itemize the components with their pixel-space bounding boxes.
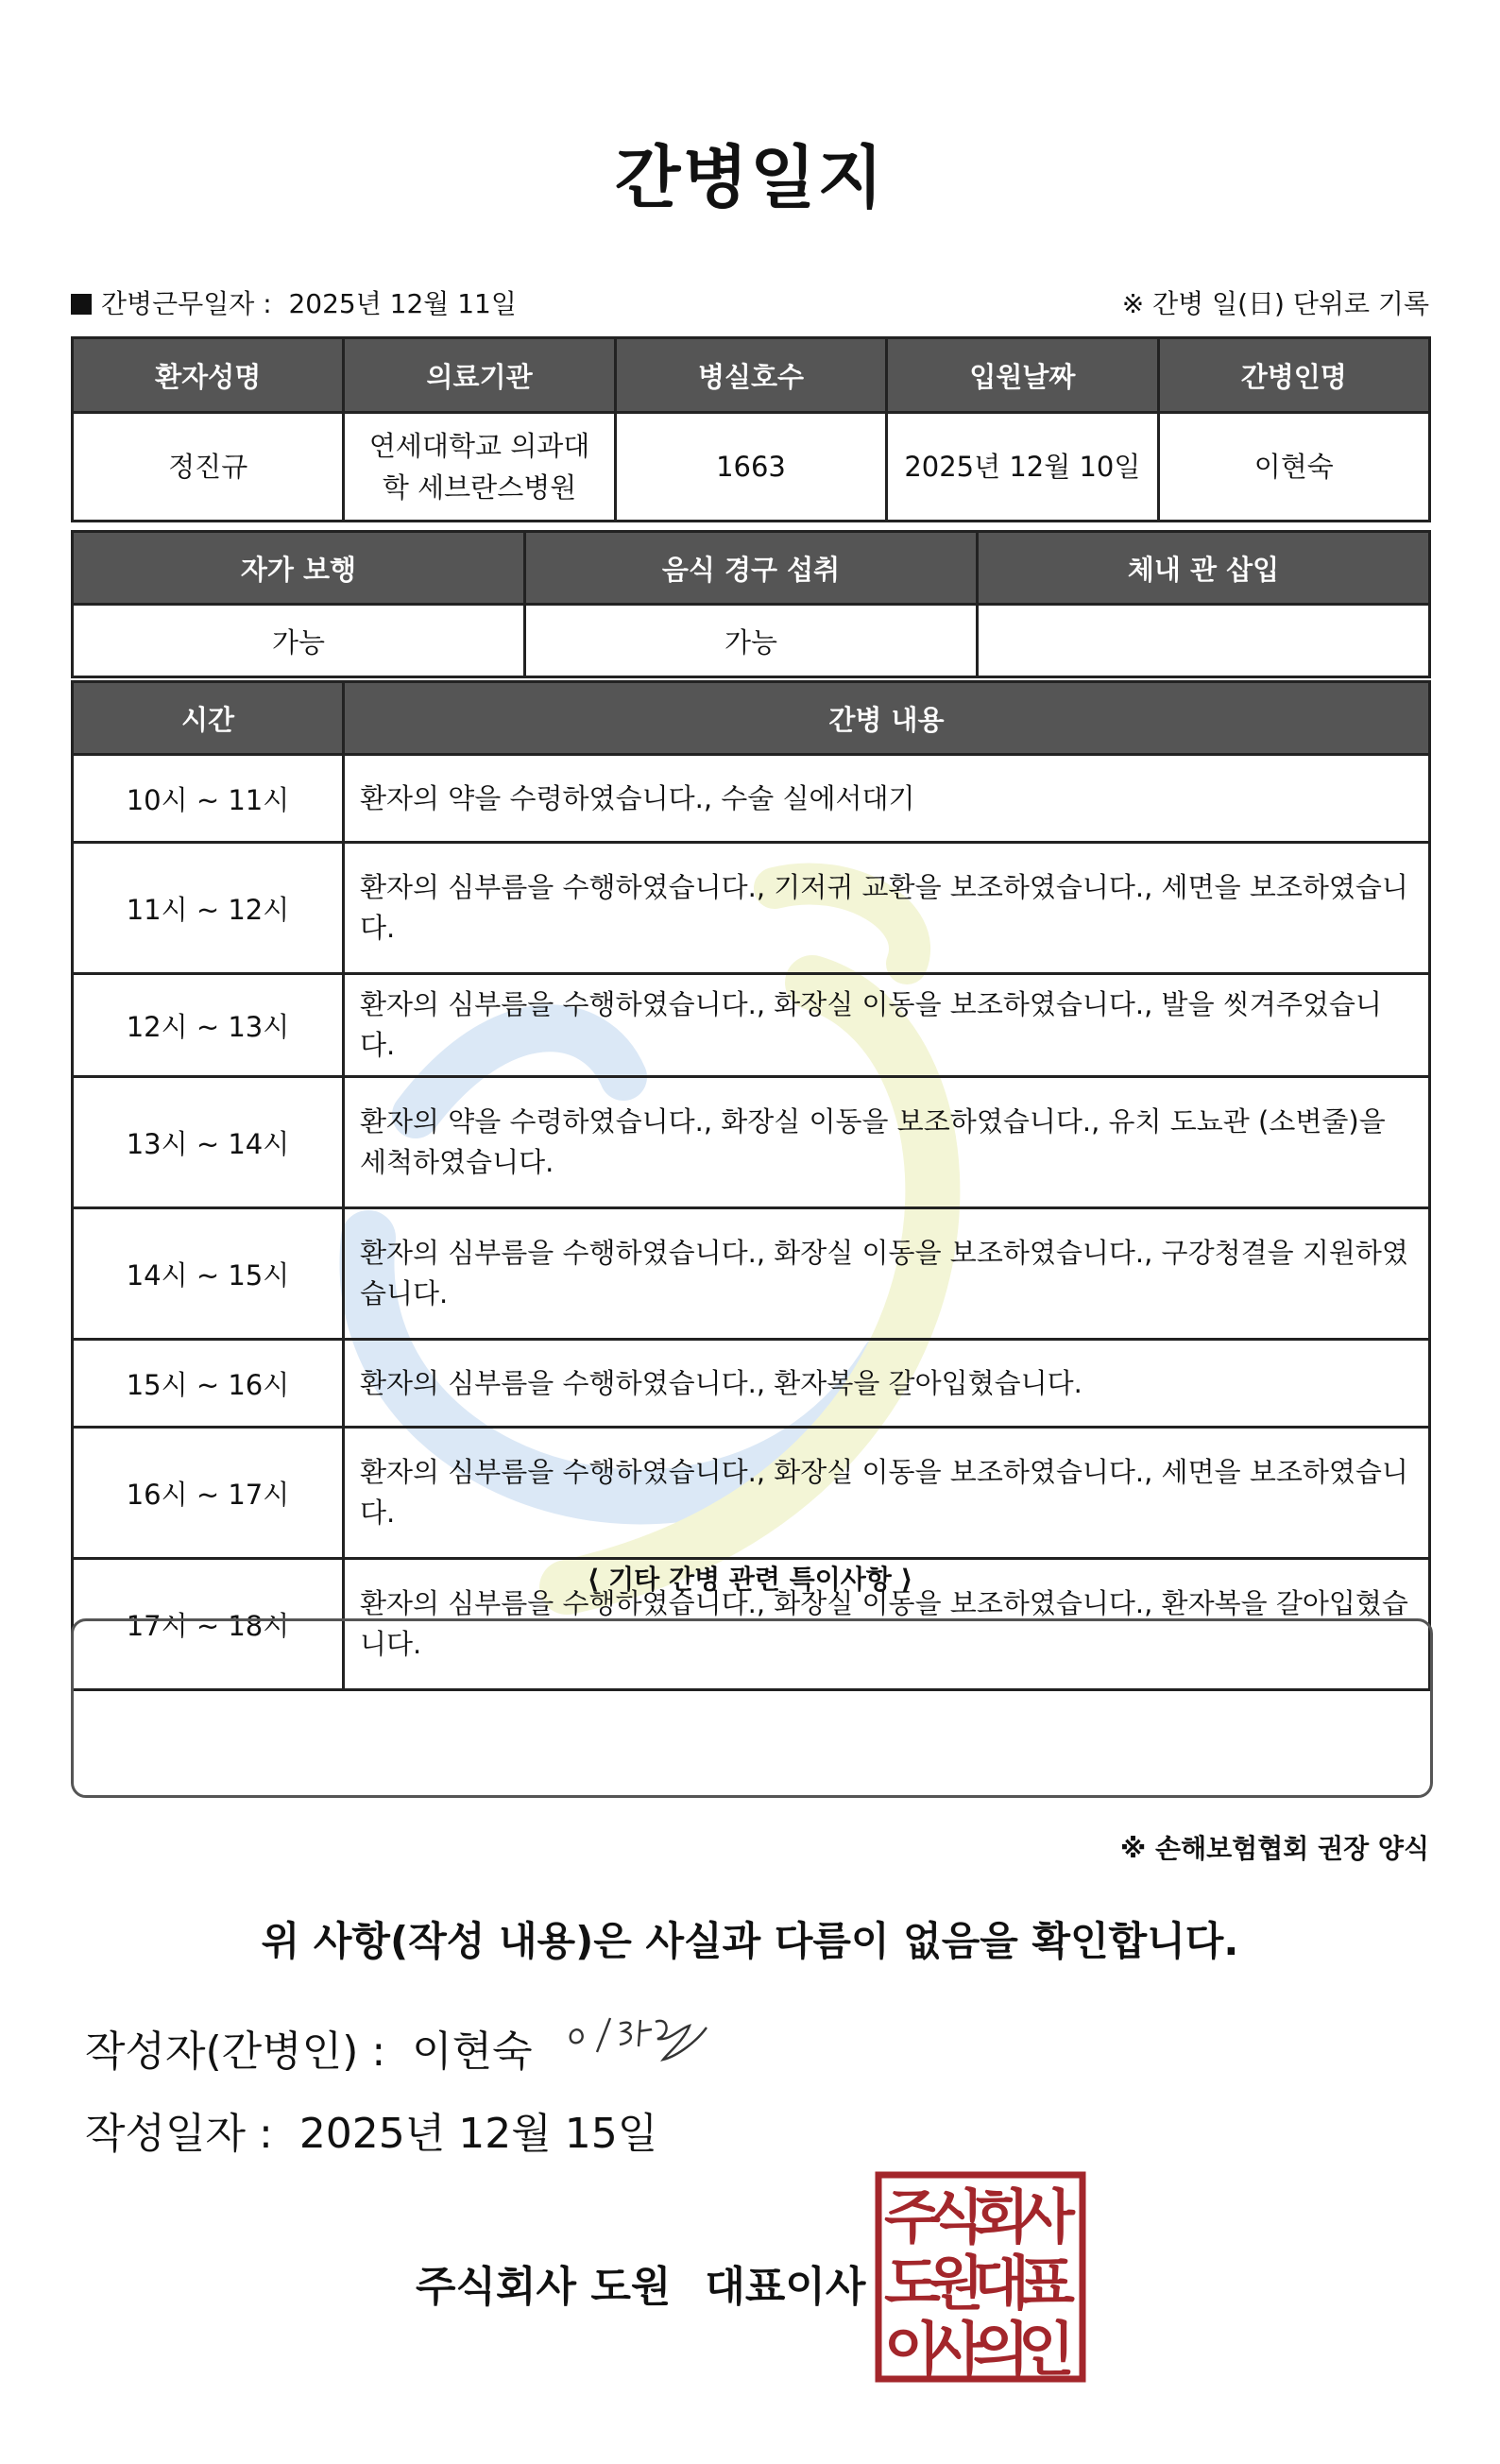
header-room-number: 병실호수 — [615, 338, 886, 413]
patient-status-table — [71, 530, 1431, 678]
writer-name: 이현숙 — [412, 2028, 533, 2076]
header-patient-name: 환자성명 — [73, 338, 344, 413]
oral-intake-value: 가능 — [525, 605, 978, 677]
care-log-table — [71, 680, 1431, 1691]
unit-note: ※ 간병 일(日) 단위로 기록 — [1121, 288, 1429, 319]
work-date-label: 간병근무일자 : — [101, 288, 272, 319]
special-notes-box — [71, 1618, 1433, 1798]
seal-glyph: 주 — [884, 2182, 941, 2251]
recommend-note: ※ 손해보험협회 권장 양식 — [1120, 1833, 1429, 1864]
seal-glyph: 이 — [884, 2315, 941, 2383]
hospital-name: 연세대학교 의과대학 세브란스병원 — [344, 413, 615, 522]
seal-glyph: 대 — [973, 2249, 1030, 2318]
admission-date: 2025년 12월 10일 — [887, 413, 1158, 522]
log-header-row — [73, 682, 1430, 755]
log-content: 환자의 심부름을 수행하였습니다., 화장실 이동을 보조하였습니다., 구강청결을 지원하였습니다. — [344, 1208, 1430, 1340]
company-seal-stamp — [875, 2171, 1086, 2383]
company-name: 주식회사 도원 — [416, 2263, 672, 2311]
table-row — [73, 1077, 1430, 1208]
patient-name: 정진규 — [73, 413, 344, 522]
table-row — [73, 1428, 1430, 1559]
company-role: 대표이사 — [705, 2263, 866, 2311]
log-content: 환자의 심부름을 수행하였습니다., 화장실 이동을 보조하였습니다., 발을 씻겨주었습니다. — [344, 974, 1430, 1077]
patient-value-row — [73, 413, 1430, 522]
black-square-icon — [71, 294, 92, 315]
log-content: 환자의 약을 수령하였습니다., 수술 실에서대기 — [344, 755, 1430, 843]
table-row — [73, 1340, 1430, 1428]
header-self-walking: 자가 보행 — [73, 532, 525, 605]
log-content: 환자의 심부름을 수행하였습니다., 화장실 이동을 보조하였습니다., 세면을 보조하였습니다. — [344, 1428, 1430, 1559]
status-value-row — [73, 605, 1430, 677]
table-row — [73, 843, 1430, 974]
header-oral-intake: 음식 경구 섭취 — [525, 532, 978, 605]
table-row — [73, 974, 1430, 1077]
handwritten-signature — [565, 2003, 716, 2079]
document-title: 간병일지 — [614, 138, 886, 217]
confirm-statement: 위 사항(작성 내용)은 사실과 다름이 없음을 확인합니다. — [261, 1918, 1239, 1964]
tube-insertion-value — [978, 605, 1430, 677]
header-hospital: 의료기관 — [344, 338, 615, 413]
header-tube-insertion: 체내 관 삽입 — [978, 532, 1430, 605]
company-line — [416, 2252, 899, 2313]
seal-glyph: 원 — [928, 2249, 984, 2318]
room-number: 1663 — [615, 413, 886, 522]
seal-glyph: 도 — [884, 2249, 941, 2318]
self-walking-value: 가능 — [73, 605, 525, 677]
status-header-row — [73, 532, 1430, 605]
special-notes-label: ⟨ 기타 간병 관련 특이사항 ⟩ — [587, 1564, 913, 1595]
log-time: 12시 ~ 13시 — [73, 974, 344, 1077]
seal-glyph: 표 — [1018, 2249, 1075, 2318]
table-row — [73, 755, 1430, 843]
log-time: 11시 ~ 12시 — [73, 843, 344, 974]
header-time: 시간 — [73, 682, 344, 755]
header-caregiver-name: 간병인명 — [1158, 338, 1429, 413]
date-label: 작성일자 : — [85, 2110, 273, 2158]
seal-glyph: 의 — [973, 2315, 1030, 2383]
work-date-line — [71, 283, 517, 321]
log-time: 17시 ~ 18시 — [73, 1559, 344, 1690]
seal-glyph: 사 — [1018, 2182, 1075, 2251]
seal-glyph: 식 — [928, 2182, 984, 2251]
caregiver-name: 이현숙 — [1158, 413, 1429, 522]
log-time: 13시 ~ 14시 — [73, 1077, 344, 1208]
table-row — [73, 1208, 1430, 1340]
log-time: 16시 ~ 17시 — [73, 1428, 344, 1559]
seal-glyph: 회 — [973, 2182, 1030, 2251]
patient-info-table — [71, 336, 1431, 522]
header-care-content: 간병 내용 — [344, 682, 1430, 755]
writer-label: 작성자(간병인) : — [85, 2028, 386, 2076]
log-time: 14시 ~ 15시 — [73, 1208, 344, 1340]
log-time: 10시 ~ 11시 — [73, 755, 344, 843]
work-date-value: 2025년 12월 11일 — [288, 288, 517, 319]
writer-line — [85, 2017, 533, 2078]
header-admission-date: 입원날짜 — [887, 338, 1158, 413]
patient-header-row — [73, 338, 1430, 413]
seal-glyph: 사 — [928, 2315, 984, 2383]
log-content: 환자의 심부름을 수행하였습니다., 화장실 이동을 보조하였습니다., 환자복을 갈아입혔습니다. — [344, 1559, 1430, 1690]
log-content: 환자의 심부름을 수행하였습니다., 기저귀 교환을 보조하였습니다., 세면을 보조하였습니다. — [344, 843, 1430, 974]
log-content: 환자의 약을 수령하였습니다., 화장실 이동을 보조하였습니다., 유치 도뇨관 (소변줄)을 세척하였습니다. — [344, 1077, 1430, 1208]
log-content: 환자의 심부름을 수행하였습니다., 환자복을 갈아입혔습니다. — [344, 1340, 1430, 1428]
date-value: 2025년 12월 15일 — [298, 2110, 658, 2158]
seal-glyph: 인 — [1018, 2315, 1075, 2383]
date-line — [85, 2099, 657, 2160]
log-time: 15시 ~ 16시 — [73, 1340, 344, 1428]
